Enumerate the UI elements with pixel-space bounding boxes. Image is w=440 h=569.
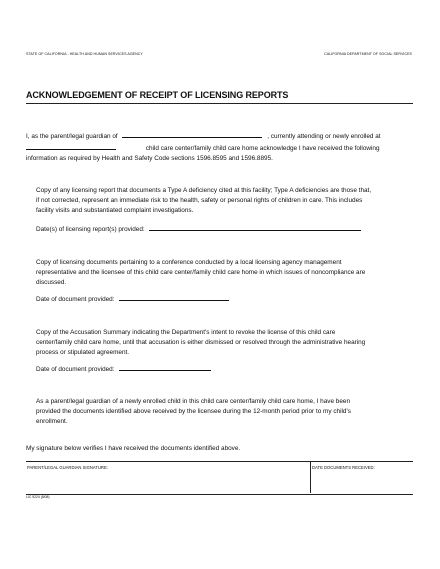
signature-table-divider (310, 461, 311, 493)
section3-date-label: Date of document provided: (36, 366, 115, 373)
section1-date-label: Date(s) of licensing report(s) provided: (36, 226, 145, 233)
section1-date-row (36, 224, 361, 235)
section1-line-3: facility visits and substantiated complaint investigations. (36, 207, 194, 214)
accusation-doc-date-field[interactable] (119, 364, 211, 371)
parent-signature-label: PARENT/LEGAL GUARDIAN SIGNATURE: (27, 465, 108, 470)
section2-line-1: Copy of licensing documents pertaining to a conference conducted by a local licensing agency management (36, 259, 342, 266)
intro-text-b: , currently attending or newly enrolled at (267, 133, 381, 140)
intro-text-c: child care center/family child care home acknowledge I have received the following (145, 145, 380, 152)
form-title: ACKNOWLEDGEMENT OF RECEIPT OF LICENSING REPORTS (26, 90, 289, 100)
section2-line-3: discussed. (36, 279, 67, 286)
section2-date-row (36, 294, 229, 305)
section3-line-1: Copy of the Accusation Summary indicating the Department's intent to revoke the license of this child care (36, 329, 336, 336)
intro-line-3: information as required by Health and Safety Code sections 1596.8595 and 1596.8895. (26, 155, 273, 162)
form-number: LIC 9224 (8/08) (26, 495, 50, 499)
parent-signature-field[interactable] (27, 471, 308, 492)
report-dates-field[interactable] (149, 224, 361, 231)
facility-name-field[interactable] (26, 143, 116, 150)
title-rule (26, 103, 413, 104)
date-received-label: DATE DOCUMENTS RECEIVED: (312, 465, 375, 470)
intro-line-1 (26, 131, 381, 142)
section1-line-1: Copy of any licensing report that documents a Type A deficiency cited at this facility; Type A deficiencies are those that, (36, 187, 372, 194)
section3-date-row (36, 364, 211, 375)
child-name-field[interactable] (122, 131, 262, 138)
section4-line-2: provided the documents identified above received by the licensee during the 12-month period prior to my child's (36, 408, 351, 415)
date-received-field[interactable] (312, 471, 412, 492)
section2-line-2: representative and the licensee of this child care center/family child care home in which issues of noncompliance are (36, 269, 366, 276)
section4-line-3: enrollment. (36, 418, 68, 425)
intro-line-2 (26, 143, 380, 154)
section2-date-label: Date of document provided: (36, 296, 115, 303)
intro-text-a: I, as the parent/legal guardian of (26, 133, 118, 140)
section4-line-1: As a parent/legal guardian of a newly enrolled child in this child care center/family child care home, I have been (36, 398, 351, 405)
section3-line-3: process or stipulated agreement. (36, 349, 130, 356)
signature-statement: My signature below verifies I have received the documents identified above. (26, 445, 241, 452)
conference-doc-date-field[interactable] (119, 294, 229, 301)
section3-line-2: center/family child care home, until that accusation is either dismissed or resolved through the administrative hearing (36, 339, 366, 346)
header-state-agency: STATE OF CALIFORNIA - HEALTH AND HUMAN SERVICES AGENCY (26, 52, 143, 56)
header-department: CALIFORNIA DEPARTMENT OF SOCIAL SERVICES (324, 52, 412, 56)
section1-line-2: if not corrected, represent an immediate risk to the health, safety or personal rights of children in care. This includes (36, 197, 363, 204)
